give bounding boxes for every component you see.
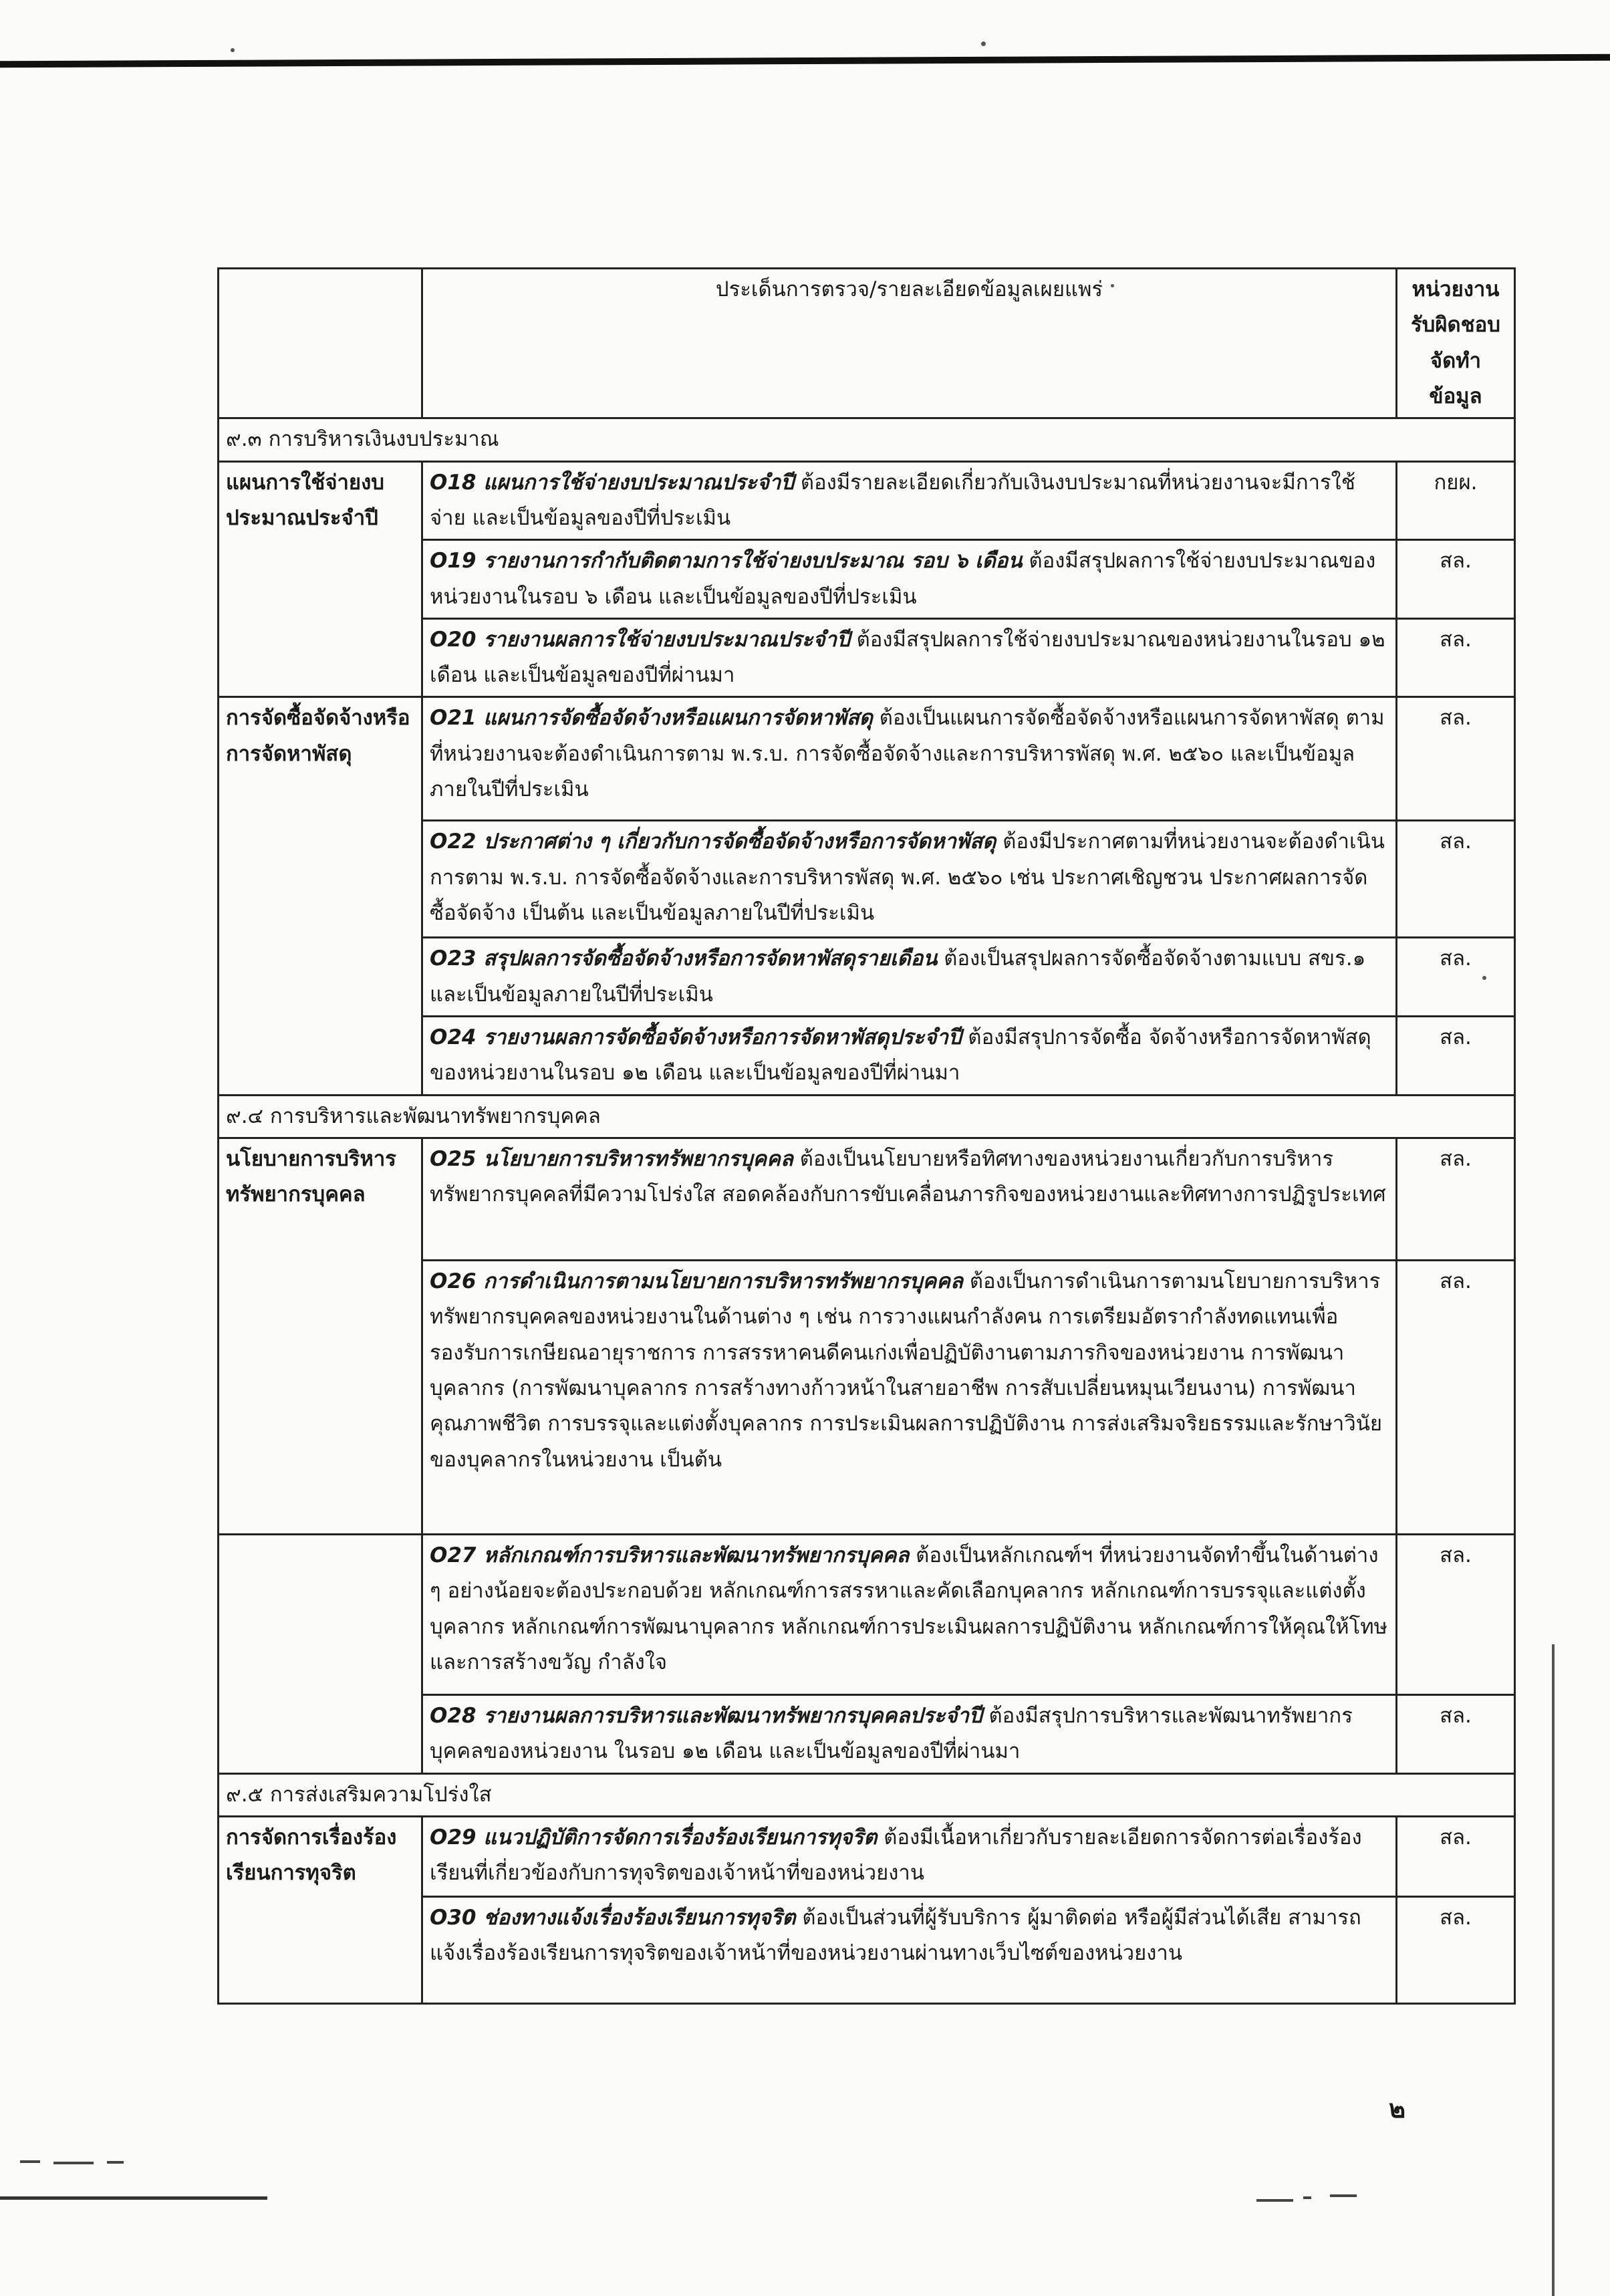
header-unit: หน่วยงานรับผิดชอบจัดทำข้อมูล [1397, 269, 1515, 418]
item-text: ต้องเป็นแผนการจัดซื้อจัดจ้างหรือแผนการจัดหาพัสดุ ตามที่หน่วยงานจะต้องดำเนินการตาม พ.ร.บ. การจัดซื้อจัดจ้างและการบริหารพัสดุ พ.ศ. ๒๕๖๐ และเป็นข้อมูลภายในปีที่ประเมิน [430, 706, 1385, 802]
item-o27 [422, 1535, 1397, 1695]
item-title: O27 หลักเกณฑ์การบริหารและพัฒนาทรัพยากรบุคคล [430, 1543, 910, 1567]
item-title: O30 ช่องทางแจ้งเรื่องร้องเรียนการทุจริต [430, 1905, 796, 1930]
item-title: O21 แผนการจัดซื้อจัดจ้างหรือแผนการจัดหาพัสดุ [430, 706, 873, 731]
item-title: O23 สรุปผลการจัดซื้อจัดจ้างหรือการจัดหาพัสดุรายเดือน [430, 946, 938, 971]
scan-dash [53, 2162, 94, 2164]
item-title: O26 การดำเนินการตามนโยบายการบริหารทรัพยากรบุคคล [430, 1269, 963, 1293]
unit-o20: สล. [1397, 618, 1515, 697]
unit-o23: สล. [1397, 938, 1515, 1017]
header-blank-cell [219, 269, 422, 418]
scan-dash [1330, 2194, 1357, 2197]
category-budget-plan: แผนการใช้จ่ายงบประมาณประจำปี [219, 461, 422, 697]
category-complaints: การจัดการเรื่องร้องเรียนการทุจริต [219, 1816, 422, 2003]
section-row [219, 418, 1515, 461]
disclosure-table [217, 267, 1516, 2005]
scan-speck [981, 41, 986, 46]
section-title-9-4: ๙.๔ การบริหารและพัฒนาทรัพยากรบุคคล [219, 1095, 1515, 1138]
item-text: ต้องเป็นการดำเนินการตามนโยบายการบริหารทรัพยากรบุคคลของหน่วยงานในด้านต่าง ๆ เช่น การวางแผนกำลังคน การเตรียมอัตรากำลังทดแทนเพื่อรองรับการเกษียณอายุราชการ การสรรหาคนดีคนเก่งเพื่อปฏิบัติงานตามภารกิจของหน่วยงาน การพัฒนาบุคลากร (การพัฒนาบุคลากร การสร้างทางก้าวหน้าในสายอาชีพ การสับเปลี่ยนหมุนเวียนงาน) การพัฒนาคุณภาพชีวิต การบรรจุและแต่งตั้งบุคลากร การประเมินผลการปฏิบัติงาน การส่งเสริมจริยธรรมและรักษาวินัยของบุคลากรในหน่วยงาน เป็นต้น [430, 1269, 1383, 1472]
item-o23 [422, 938, 1397, 1017]
item-text: ต้องมีเนื้อหาเกี่ยวกับรายละเอียดการจัดการต่อเรื่องร้องเรียนที่เกี่ยวข้องกับการทุจริตของเจ้าหน้าที่ของหน่วยงาน [430, 1825, 1362, 1886]
table-row [219, 461, 1515, 540]
table-row [219, 1138, 1515, 1261]
scan-dash [107, 2161, 124, 2164]
item-text: ต้องเป็นนโยบายหรือทิศทางของหน่วยงานเกี่ยวกับการบริหารทรัพยากรบุคคลที่มีความโปร่งใส สอดคล้องกับการขับเคลื่อนภารกิจของหน่วยงานและทิศทางการปฏิรูประเทศ [430, 1147, 1386, 1207]
item-title: O28 รายงานผลการบริหารและพัฒนาทรัพยากรบุคคลประจำปี [430, 1704, 982, 1728]
item-title: O24 รายงานผลการจัดซื้อจัดจ้างหรือการจัดหาพัสดุประจำปี [430, 1025, 962, 1050]
item-text: ต้องมีสรุปผลการใช้จ่ายงบประมาณของหน่วยงานในรอบ ๖ เดือน และเป็นข้อมูลของปีที่ประเมิน [430, 549, 1376, 609]
item-text: ต้องมีสรุปการบริหารและพัฒนาทรัพยากรบุคคลของหน่วยงาน ในรอบ ๑๒ เดือน และเป็นข้อมูลของปีที่ผ่านมา [430, 1704, 1353, 1764]
item-title: O18 แผนการใช้จ่ายงบประมาณประจำปี [430, 470, 794, 495]
table-header-row [219, 269, 1515, 418]
scan-border-top [0, 54, 1610, 68]
item-title: O25 นโยบายการบริหารทรัพยากรบุคคล [430, 1147, 793, 1171]
item-title: O19 รายงานการกำกับติดตามการใช้จ่ายงบประมาณ รอบ ๖ เดือน [430, 549, 1023, 573]
unit-o28: สล. [1397, 1695, 1515, 1774]
page-number: ๒ [1389, 2094, 1406, 2124]
item-o25 [422, 1138, 1397, 1261]
category-hr-policy: นโยบายการบริหารทรัพยากรบุคคล [219, 1138, 422, 1535]
scan-speck [231, 48, 235, 52]
unit-o25: สล. [1397, 1138, 1515, 1261]
category-blank [219, 1535, 422, 1774]
unit-o21: สล. [1397, 697, 1515, 821]
item-title: O29 แนวปฏิบัติการจัดการเรื่องร้องเรียนการทุจริต [430, 1825, 878, 1849]
item-o26 [422, 1261, 1397, 1535]
scan-border-bottom [0, 2196, 267, 2200]
item-o20 [422, 618, 1397, 697]
table-row [219, 697, 1515, 821]
scan-edge-right [1552, 1644, 1555, 2296]
table-row [219, 1535, 1515, 1695]
unit-o27: สล. [1397, 1535, 1515, 1695]
unit-o26: สล. [1397, 1261, 1515, 1535]
item-o21 [422, 697, 1397, 821]
item-text: ต้องมีรายละเอียดเกี่ยวกับเงินงบประมาณที่หน่วยงานจะมีการใช้จ่าย และเป็นข้อมูลของปีที่ประเมิน [430, 470, 1355, 530]
item-o24 [422, 1017, 1397, 1096]
item-title: O22 ประกาศต่าง ๆ เกี่ยวกับการจัดซื้อจัดจ้างหรือการจัดหาพัสดุ [430, 830, 996, 854]
item-text: ต้องเป็นหลักเกณฑ์ฯ ที่หน่วยงานจัดทำขึ้นในด้านต่าง ๆ อย่างน้อยจะต้องประกอบด้วย หลักเกณฑ์การสรรหาและคัดเลือกบุคลากร หลักเกณฑ์การบรรจุและแต่งตั้งบุคลากร หลักเกณฑ์การพัฒนาบุคลากร หลักเกณฑ์การประเมินผลการปฏิบัติงาน หลักเกณฑ์การให้คุณให้โทษและการสร้างขวัญ กำลังใจ [430, 1543, 1388, 1674]
section-row [219, 1095, 1515, 1138]
item-text: ต้องเป็นส่วนที่ผู้รับบริการ ผู้มาติดต่อ หรือผู้มีส่วนได้เสีย สามารถแจ้งเรื่องร้องเรียนการทุจริตของเจ้าหน้าที่ของหน่วยงานผ่านทางเว็บไซต์ของหน่วยงาน [430, 1905, 1361, 1966]
item-text: ต้องมีสรุปผลการใช้จ่ายงบประมาณของหน่วยงานในรอบ ๑๒ เดือน และเป็นข้อมูลของปีที่ผ่านมา [430, 627, 1385, 688]
item-o30 [422, 1896, 1397, 2003]
section-title-9-5: ๙.๕ การส่งเสริมความโปร่งใส [219, 1773, 1515, 1816]
item-o19 [422, 540, 1397, 619]
category-procurement: การจัดซื้อจัดจ้างหรือการจัดหาพัสดุ [219, 697, 422, 1095]
scan-dash [1303, 2196, 1311, 2199]
section-row [219, 1773, 1515, 1816]
unit-o29: สล. [1397, 1816, 1515, 1896]
item-text: ต้องมีประกาศตามที่หน่วยงานจะต้องดำเนินการตาม พ.ร.บ. การจัดซื้อจัดจ้างและการบริหารพัสดุ พ.ศ. ๒๕๖๐ เช่น ประกาศเชิญชวน ประกาศผลการจัดซื้อจัดจ้าง เป็นต้น และเป็นข้อมูลภายในปีที่ประเมิน [430, 830, 1385, 926]
header-topic: ประเด็นการตรวจ/รายละเอียดข้อมูลเผยแพร่ [422, 269, 1397, 418]
item-title: O20 รายงานผลการใช้จ่ายงบประมาณประจำปี [430, 627, 850, 652]
item-text: ต้องเป็นสรุปผลการจัดซื้อจัดจ้างตามแบบ สขร.๑ และเป็นข้อมูลภายในปีที่ประเมิน [430, 946, 1366, 1007]
unit-o19: สล. [1397, 540, 1515, 619]
scan-dash [1256, 2199, 1293, 2202]
item-text: ต้องมีสรุปการจัดซื้อ จัดจ้างหรือการจัดหาพัสดุของหน่วยงานในรอบ ๑๒ เดือน และเป็นข้อมูลของปีที่ผ่านมา [430, 1025, 1371, 1086]
table-row [219, 1816, 1515, 1896]
item-o29 [422, 1816, 1397, 1896]
scan-dash [20, 2160, 40, 2163]
unit-o30: สล. [1397, 1896, 1515, 2003]
unit-o22: สล. [1397, 821, 1515, 938]
unit-o24: สล. [1397, 1017, 1515, 1096]
item-o22 [422, 821, 1397, 938]
item-o28 [422, 1695, 1397, 1774]
section-title-9-3: ๙.๓ การบริหารเงินงบประมาณ [219, 418, 1515, 461]
item-o18 [422, 461, 1397, 540]
unit-o18: กยผ. [1397, 461, 1515, 540]
